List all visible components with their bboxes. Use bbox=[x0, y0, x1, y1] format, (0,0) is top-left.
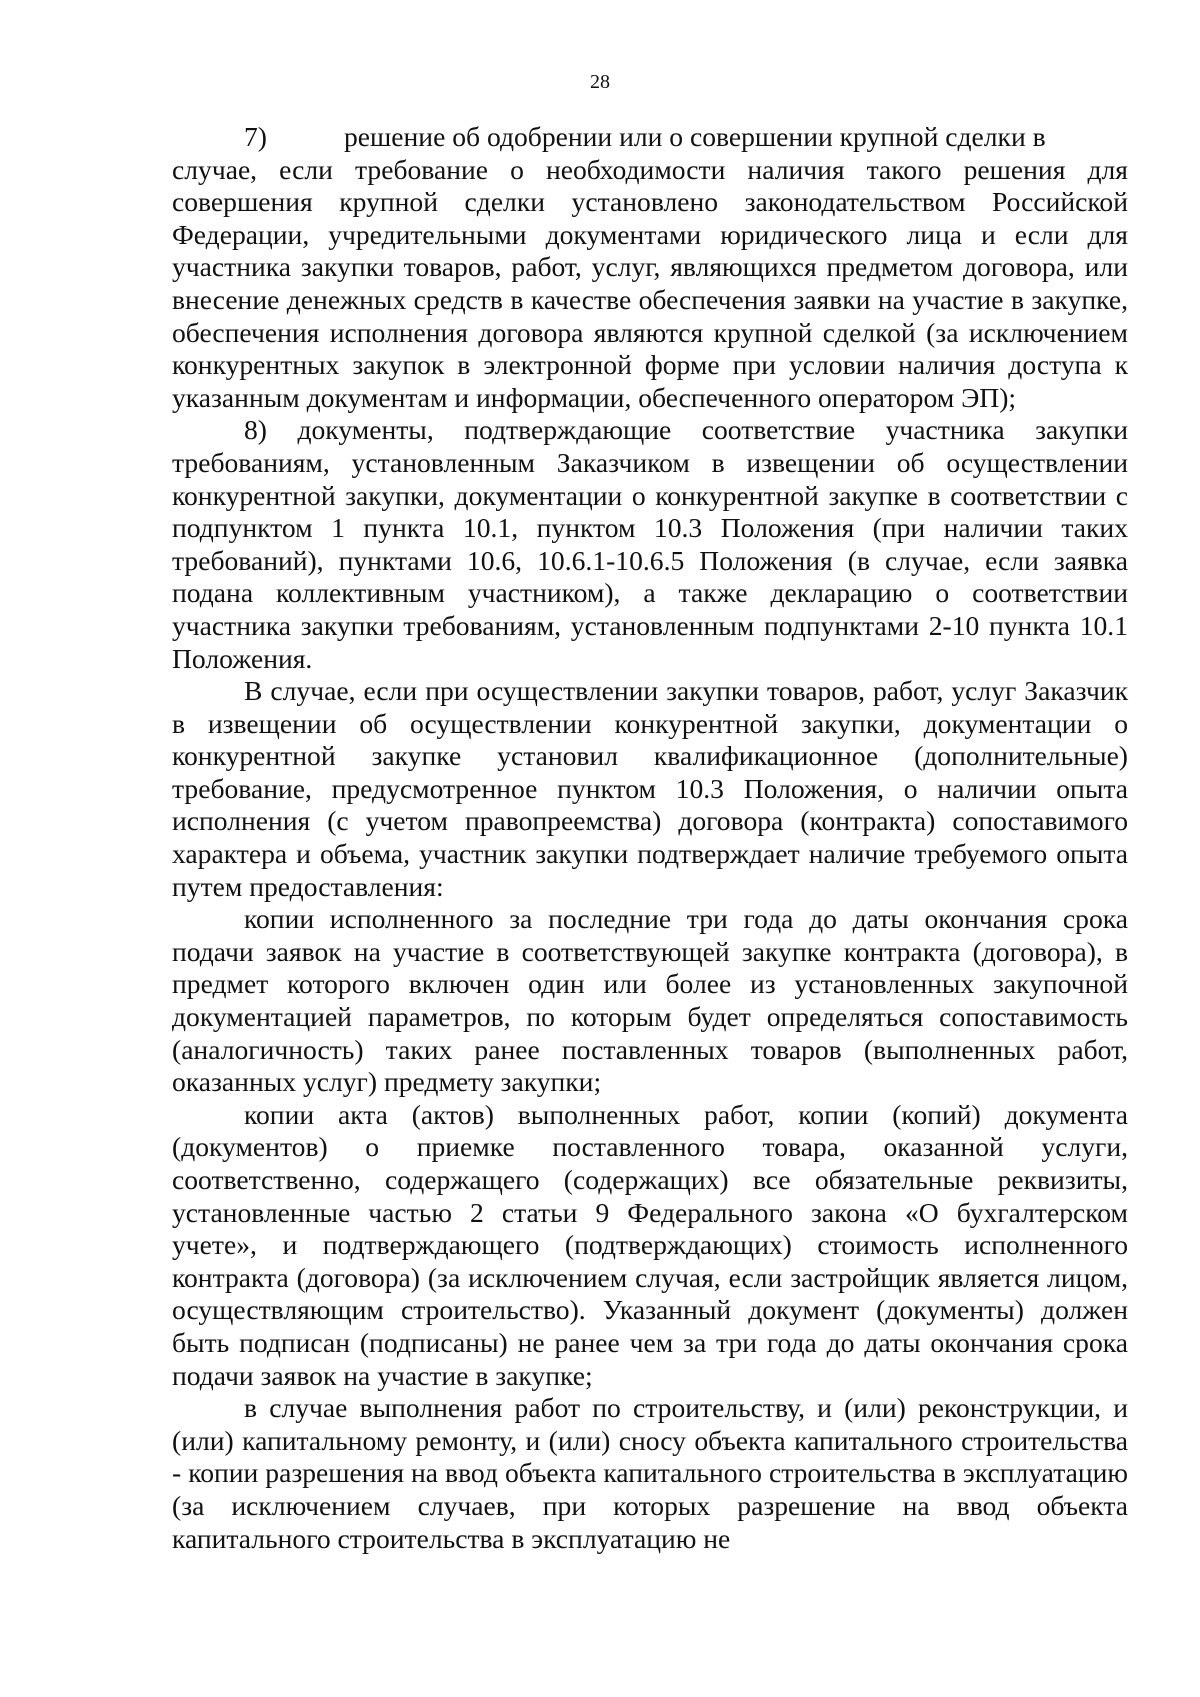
item-7-continuation: случае, если требование о необходимости наличия такого решения для совершения крупной сделки установлено законодательством Российской Федерации, учредительными документами юридического лица и если для участника закупки товаров, работ, услуг, являющихся предметом договора, или внесение денежных средств в качестве обеспечения заявки на участие в закупке, обеспечения исполнения договора являются крупной сделкой (за исключением конкурентных закупок в электронной форме при условии наличия доступа к указанным документам и информации, обеспеченного оператором ЭП); bbox=[172, 153, 1128, 413]
item-7-number: 7) bbox=[244, 121, 267, 152]
item-7-first-line bbox=[172, 121, 1128, 154]
paragraph-item-8: 8) документы, подтверждающие соответствие участника закупки требованиям, установленным Заказчиком в извещении об осуществлении конкурентной закупки, документации о конкурентной закупке в соответствии с подпунктом 1 пункта 10.1, пунктом 10.3 Положения (при наличии таких требований), пунктами 10.6, 10.6.1-10.6.5 Положения (в случае, если заявка подана коллективным участником), а также декларацию о соответствии участника закупки требованиям, установленным подпунктами 2-10 пункта 10.1 Положения. bbox=[172, 414, 1128, 674]
paragraph-experience-requirement: В случае, если при осуществлении закупки товаров, работ, услуг Заказчик в извещении об осуществлении конкурентной закупки, документации о конкурентной закупке установил квалификационное (дополнительные) требование, предусмотренное пунктом 10.3 Положения, о наличии опыта исполнения (с учетом правопреемства) договора (контракта) сопоставимого характера и объема, участник закупки подтверждает наличие требуемого опыта путем предоставления: bbox=[172, 675, 1128, 902]
page-number: 28 bbox=[590, 71, 610, 93]
item-7-first-line-text: решение об одобрении или о совершении крупной сделки в bbox=[344, 121, 1046, 152]
paragraph-contract-copies: копии исполненного за последние три года до даты окончания срока подачи заявок на участие в соответствующей закупке контракта (договора), в предмет которого включен один или более из установленных закупочной документацией параметров, по которым будет определяться сопоставимость (аналогичность) таких ранее поставленных товаров (выполненных работ, оказанных услуг) предмету закупки; bbox=[172, 903, 1128, 1098]
document-body bbox=[172, 121, 1128, 1555]
paragraph-acceptance-acts: копии акта (актов) выполненных работ, копии (копий) документа (документов) о приемке поставленного товара, оказанной услуги, соответственно, содержащего (содержащих) все обязательные реквизиты, установленные частью 2 статьи 9 Федерального закона «О бухгалтерском учете», и подтверждающего (подтверждающих) стоимость исполненного контракта (договора) (за исключением случая, если застройщик является лицом, осуществляющим строительство). Указанный документ (документы) должен быть подписан (подписаны) не ранее чем за три года до даты окончания срока подачи заявок на участие в закупке; bbox=[172, 1098, 1128, 1391]
paragraph-construction-permit: в случае выполнения работ по строительству, и (или) реконструкции, и (или) капитальному ремонту, и (или) сносу объекта капитального строительства - копии разрешения на ввод объекта капитального строительства в эксплуатацию (за исключением случаев, при которых разрешение на ввод объекта капитального строительства в эксплуатацию не bbox=[172, 1392, 1128, 1554]
